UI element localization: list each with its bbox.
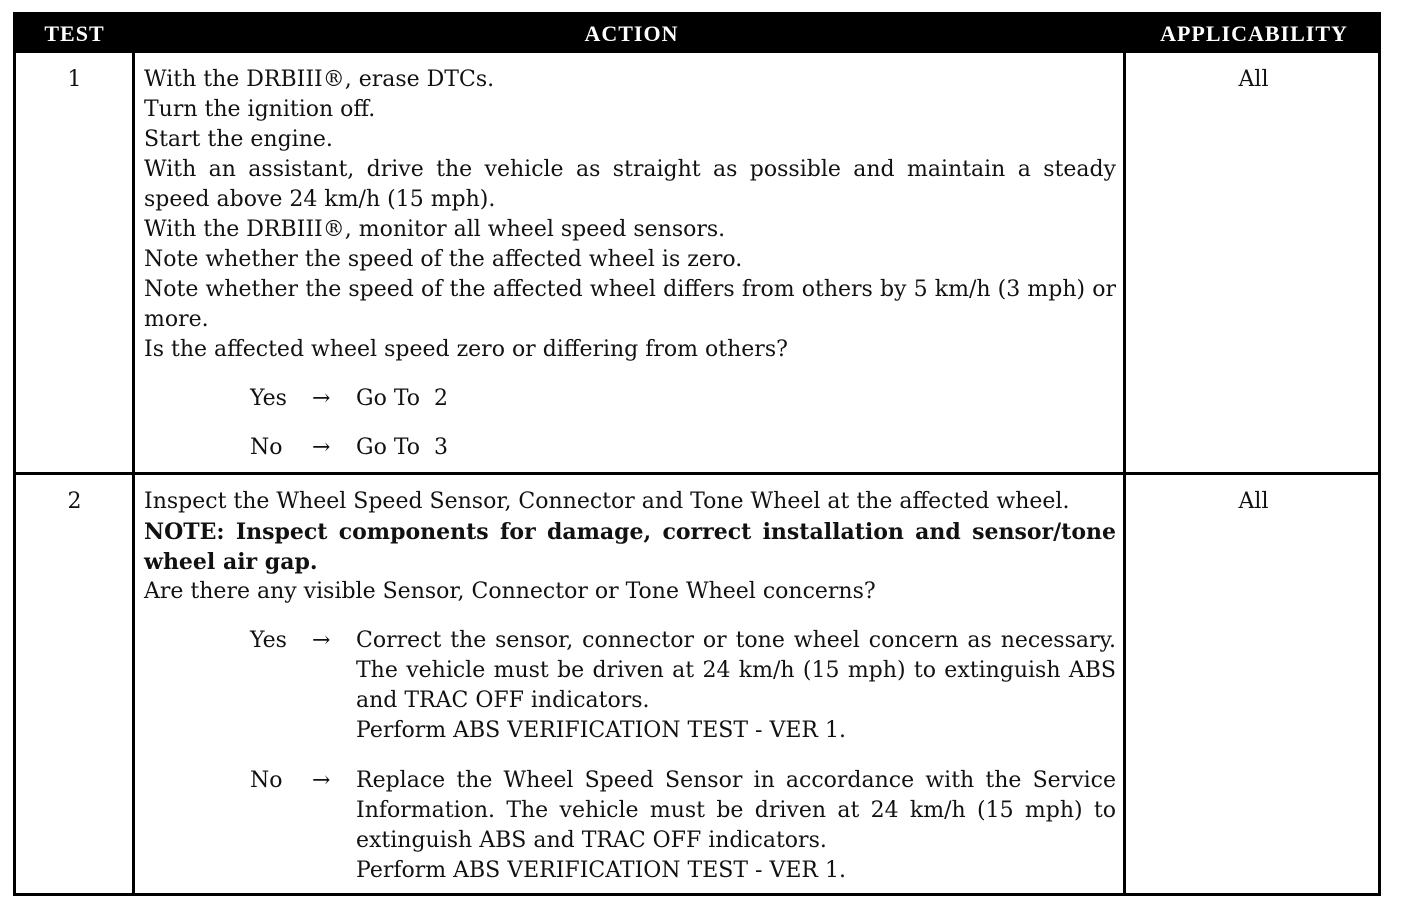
branch-label: Yes (250, 628, 287, 653)
diagnostic-table (13, 12, 1381, 896)
action-line: Note whether the speed of the affected wheel is zero. (144, 247, 743, 272)
action-line: Start the engine. (144, 127, 333, 152)
branch-yes (250, 384, 1116, 414)
applicability-1: All (1238, 67, 1269, 92)
action-line: With the DRBIII®, monitor all wheel speed sensors. (144, 217, 726, 242)
branch-result-text: Perform ABS VERIFICATION TEST - VER 1. (356, 858, 846, 883)
action-line: Note whether the speed of the affected wheel differs from others by 5 km/h (3 mph) or more. (144, 277, 1116, 332)
branch-result-text: Perform ABS VERIFICATION TEST - VER 1. (356, 718, 846, 743)
branch-result (356, 626, 1116, 746)
test-number-2: 2 (67, 489, 82, 514)
row-divider (16, 472, 1378, 475)
applicability-2: All (1238, 489, 1269, 514)
branch-label: Yes (250, 386, 287, 411)
table-header (16, 15, 1378, 53)
branch-label: No (250, 435, 283, 460)
arrow-right-icon: → (312, 435, 331, 460)
question-text: Are there any visible Sensor, Connector or Tone Wheel concerns? (144, 579, 876, 604)
branch-no (250, 433, 1116, 463)
arrow-right-icon: → (312, 768, 331, 793)
action-line: Is the affected wheel speed zero or differing from others? (144, 337, 788, 362)
action-cell-2 (144, 487, 1116, 886)
branch-label: No (250, 768, 283, 793)
action-line: Turn the ignition off. (144, 97, 376, 122)
action-cell-1 (144, 65, 1116, 463)
branch-result-text: Replace the Wheel Speed Sensor in accordance with the Service Information. The vehicle must be driven at 24 km/h (15 mph) to extinguish ABS and TRAC OFF indicators. (356, 768, 1116, 853)
header-action: ACTION (584, 21, 679, 46)
test-number-1: 1 (67, 67, 82, 92)
branch-result (356, 766, 1116, 886)
branch-result-text: Correct the sensor, connector or tone wheel concern as necessary. The vehicle must be driven at 24 km/h (15 mph) to extinguish ABS and TRAC OFF indicators. (356, 628, 1116, 713)
header-test: TEST (44, 21, 105, 46)
header-applicability: APPLICABILITY (1160, 21, 1348, 46)
note-text: NOTE: Inspect components for damage, correct installation and sensor/tone wheel air gap. (144, 519, 1116, 575)
branch-result: Go To 3 (356, 435, 449, 460)
branch-no (250, 766, 1116, 886)
action-line: With the DRBIII®, erase DTCs. (144, 67, 495, 92)
arrow-right-icon: → (312, 386, 331, 411)
action-line: With an assistant, drive the vehicle as straight as possible and maintain a steady speed above 24 km/h (15 mph). (144, 157, 1116, 212)
branch-result: Go To 2 (356, 386, 449, 411)
action-line: Inspect the Wheel Speed Sensor, Connector and Tone Wheel at the affected wheel. (144, 489, 1070, 514)
arrow-right-icon: → (312, 628, 331, 653)
branch-yes (250, 626, 1116, 746)
